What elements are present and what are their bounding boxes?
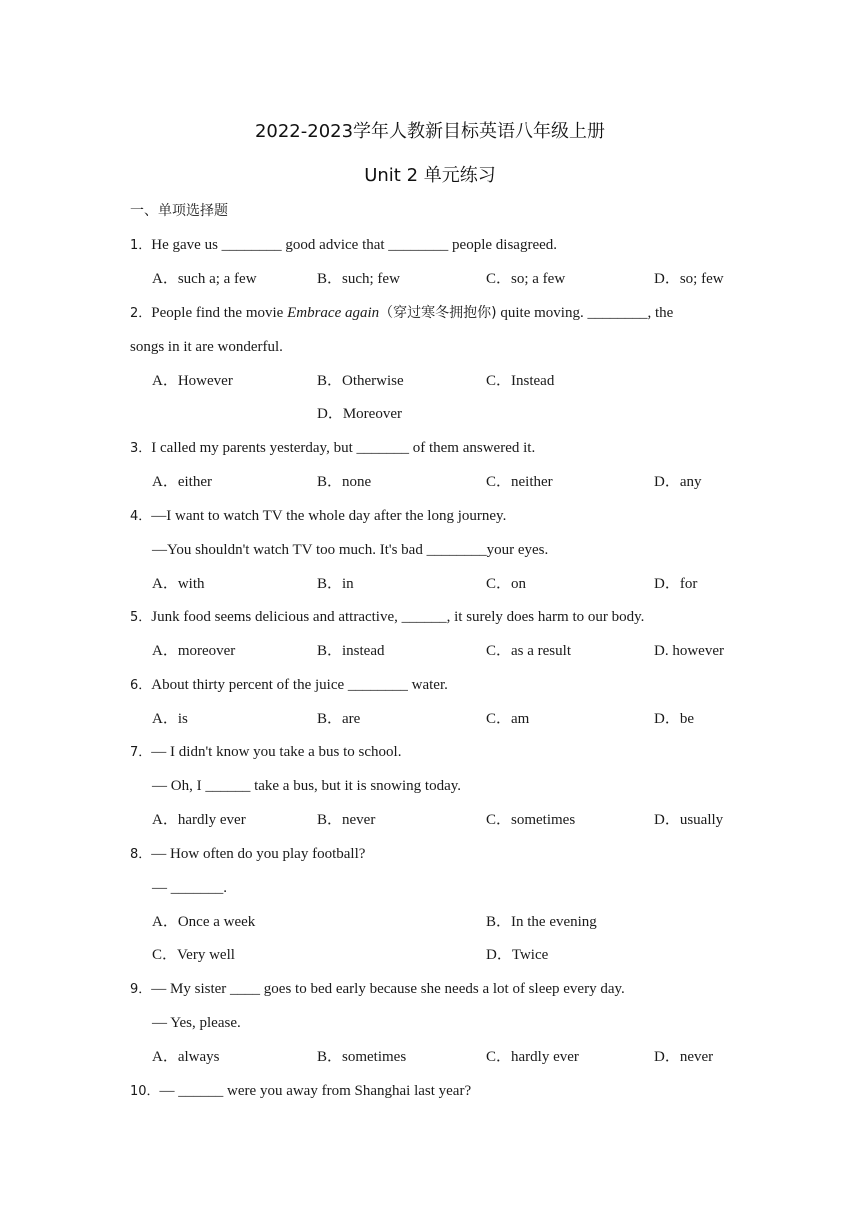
option-d: D．so; few bbox=[654, 271, 724, 287]
document-title: 2022-2023学年人教新目标英语八年级上册 bbox=[254, 121, 606, 142]
question-4-line-2: —You shouldn't watch TV too much. It's bad ________your eyes. bbox=[152, 542, 549, 558]
question-6 bbox=[130, 675, 448, 696]
option-b: B．in bbox=[317, 576, 354, 592]
question-number: 2． bbox=[130, 306, 152, 321]
option-c: C．as a result bbox=[486, 643, 571, 659]
option-a: A．always bbox=[152, 1049, 220, 1065]
option-b: B．instead bbox=[317, 643, 385, 659]
option-d: D．be bbox=[654, 711, 694, 727]
option-c: C．neither bbox=[486, 474, 553, 490]
option-d: D．never bbox=[654, 1049, 714, 1065]
question-8-line-2: — _______. bbox=[152, 880, 227, 896]
option-a: A．However bbox=[152, 373, 233, 389]
option-c: C．sometimes bbox=[486, 812, 576, 828]
option-c: C．so; a few bbox=[486, 271, 566, 287]
option-c: C．Instead bbox=[486, 373, 555, 389]
option-a: A．Once a week bbox=[152, 914, 256, 930]
question-text-post: quite moving. ________, the bbox=[496, 305, 674, 321]
option-b: B．Otherwise bbox=[317, 373, 404, 389]
option-d: D．usually bbox=[654, 812, 724, 828]
question-text-pre: People find the movie bbox=[151, 305, 288, 321]
question-number: 5． bbox=[130, 610, 152, 625]
option-c: C．Very well bbox=[152, 947, 235, 963]
question-7-line-2: — Oh, I ______ take a bus, but it is snowing today. bbox=[152, 778, 462, 794]
option-d: D．for bbox=[654, 576, 698, 592]
question-5 bbox=[130, 607, 644, 628]
option-b: B．In the evening bbox=[486, 914, 597, 930]
question-3 bbox=[130, 438, 535, 459]
option-a: A．such a; a few bbox=[152, 271, 257, 287]
question-number: 9． bbox=[130, 982, 152, 997]
option-d: D. however bbox=[654, 643, 724, 659]
option-b: B．such; few bbox=[317, 271, 400, 287]
question-8 bbox=[130, 844, 365, 865]
question-text: —I want to watch TV the whole day after the long journey. bbox=[151, 508, 507, 524]
question-text: — How often do you play football? bbox=[151, 846, 366, 862]
option-b: B．never bbox=[317, 812, 376, 828]
option-a: A．either bbox=[152, 474, 212, 490]
question-text: I called my parents yesterday, but _______ of them answered it. bbox=[151, 440, 536, 456]
option-c: C．on bbox=[486, 576, 527, 592]
question-7 bbox=[130, 742, 401, 763]
question-text: He gave us ________ good advice that ________ people disagreed. bbox=[151, 237, 558, 253]
question-text: — I didn't know you take a bus to school. bbox=[151, 744, 402, 760]
question-10 bbox=[130, 1081, 471, 1102]
chinese-title: （穿过寒冬拥抱你) bbox=[379, 305, 497, 321]
question-4 bbox=[130, 506, 506, 527]
question-number: 7． bbox=[130, 745, 152, 760]
question-text: — My sister ____ goes to bed early because she needs a lot of sleep every day. bbox=[151, 981, 625, 997]
question-number: 10． bbox=[130, 1084, 160, 1099]
question-9-line-2: — Yes, please. bbox=[152, 1015, 241, 1031]
question-number: 6． bbox=[130, 678, 152, 693]
question-9 bbox=[130, 979, 625, 1000]
option-b: B．none bbox=[317, 474, 372, 490]
question-number: 3． bbox=[130, 441, 152, 456]
section-heading: 一、单项选择题 bbox=[130, 203, 228, 219]
option-d: D．any bbox=[654, 474, 702, 490]
question-number: 1． bbox=[130, 238, 152, 253]
option-b: B．are bbox=[317, 711, 361, 727]
option-a: A．is bbox=[152, 711, 188, 727]
option-d: D．Moreover bbox=[317, 406, 402, 422]
question-number: 4． bbox=[130, 509, 152, 524]
document-subtitle: Unit 2 单元练习 bbox=[364, 165, 496, 186]
movie-title: Embrace again bbox=[287, 305, 380, 321]
question-2 bbox=[130, 303, 673, 324]
question-number: 8． bbox=[130, 847, 152, 862]
option-d: D．Twice bbox=[486, 947, 549, 963]
option-a: A．moreover bbox=[152, 643, 236, 659]
option-c: C．hardly ever bbox=[486, 1049, 579, 1065]
option-b: B．sometimes bbox=[317, 1049, 407, 1065]
question-text: About thirty percent of the juice ________ water. bbox=[151, 677, 448, 693]
question-text: Junk food seems delicious and attractive, ______, it surely does harm to our body. bbox=[151, 609, 645, 625]
question-1 bbox=[130, 235, 557, 256]
option-c: C．am bbox=[486, 711, 530, 727]
question-text: — ______ were you away from Shanghai last year? bbox=[159, 1083, 472, 1099]
question-2-line-2: songs in it are wonderful. bbox=[130, 339, 283, 355]
option-a: A．with bbox=[152, 576, 205, 592]
option-a: A．hardly ever bbox=[152, 812, 246, 828]
